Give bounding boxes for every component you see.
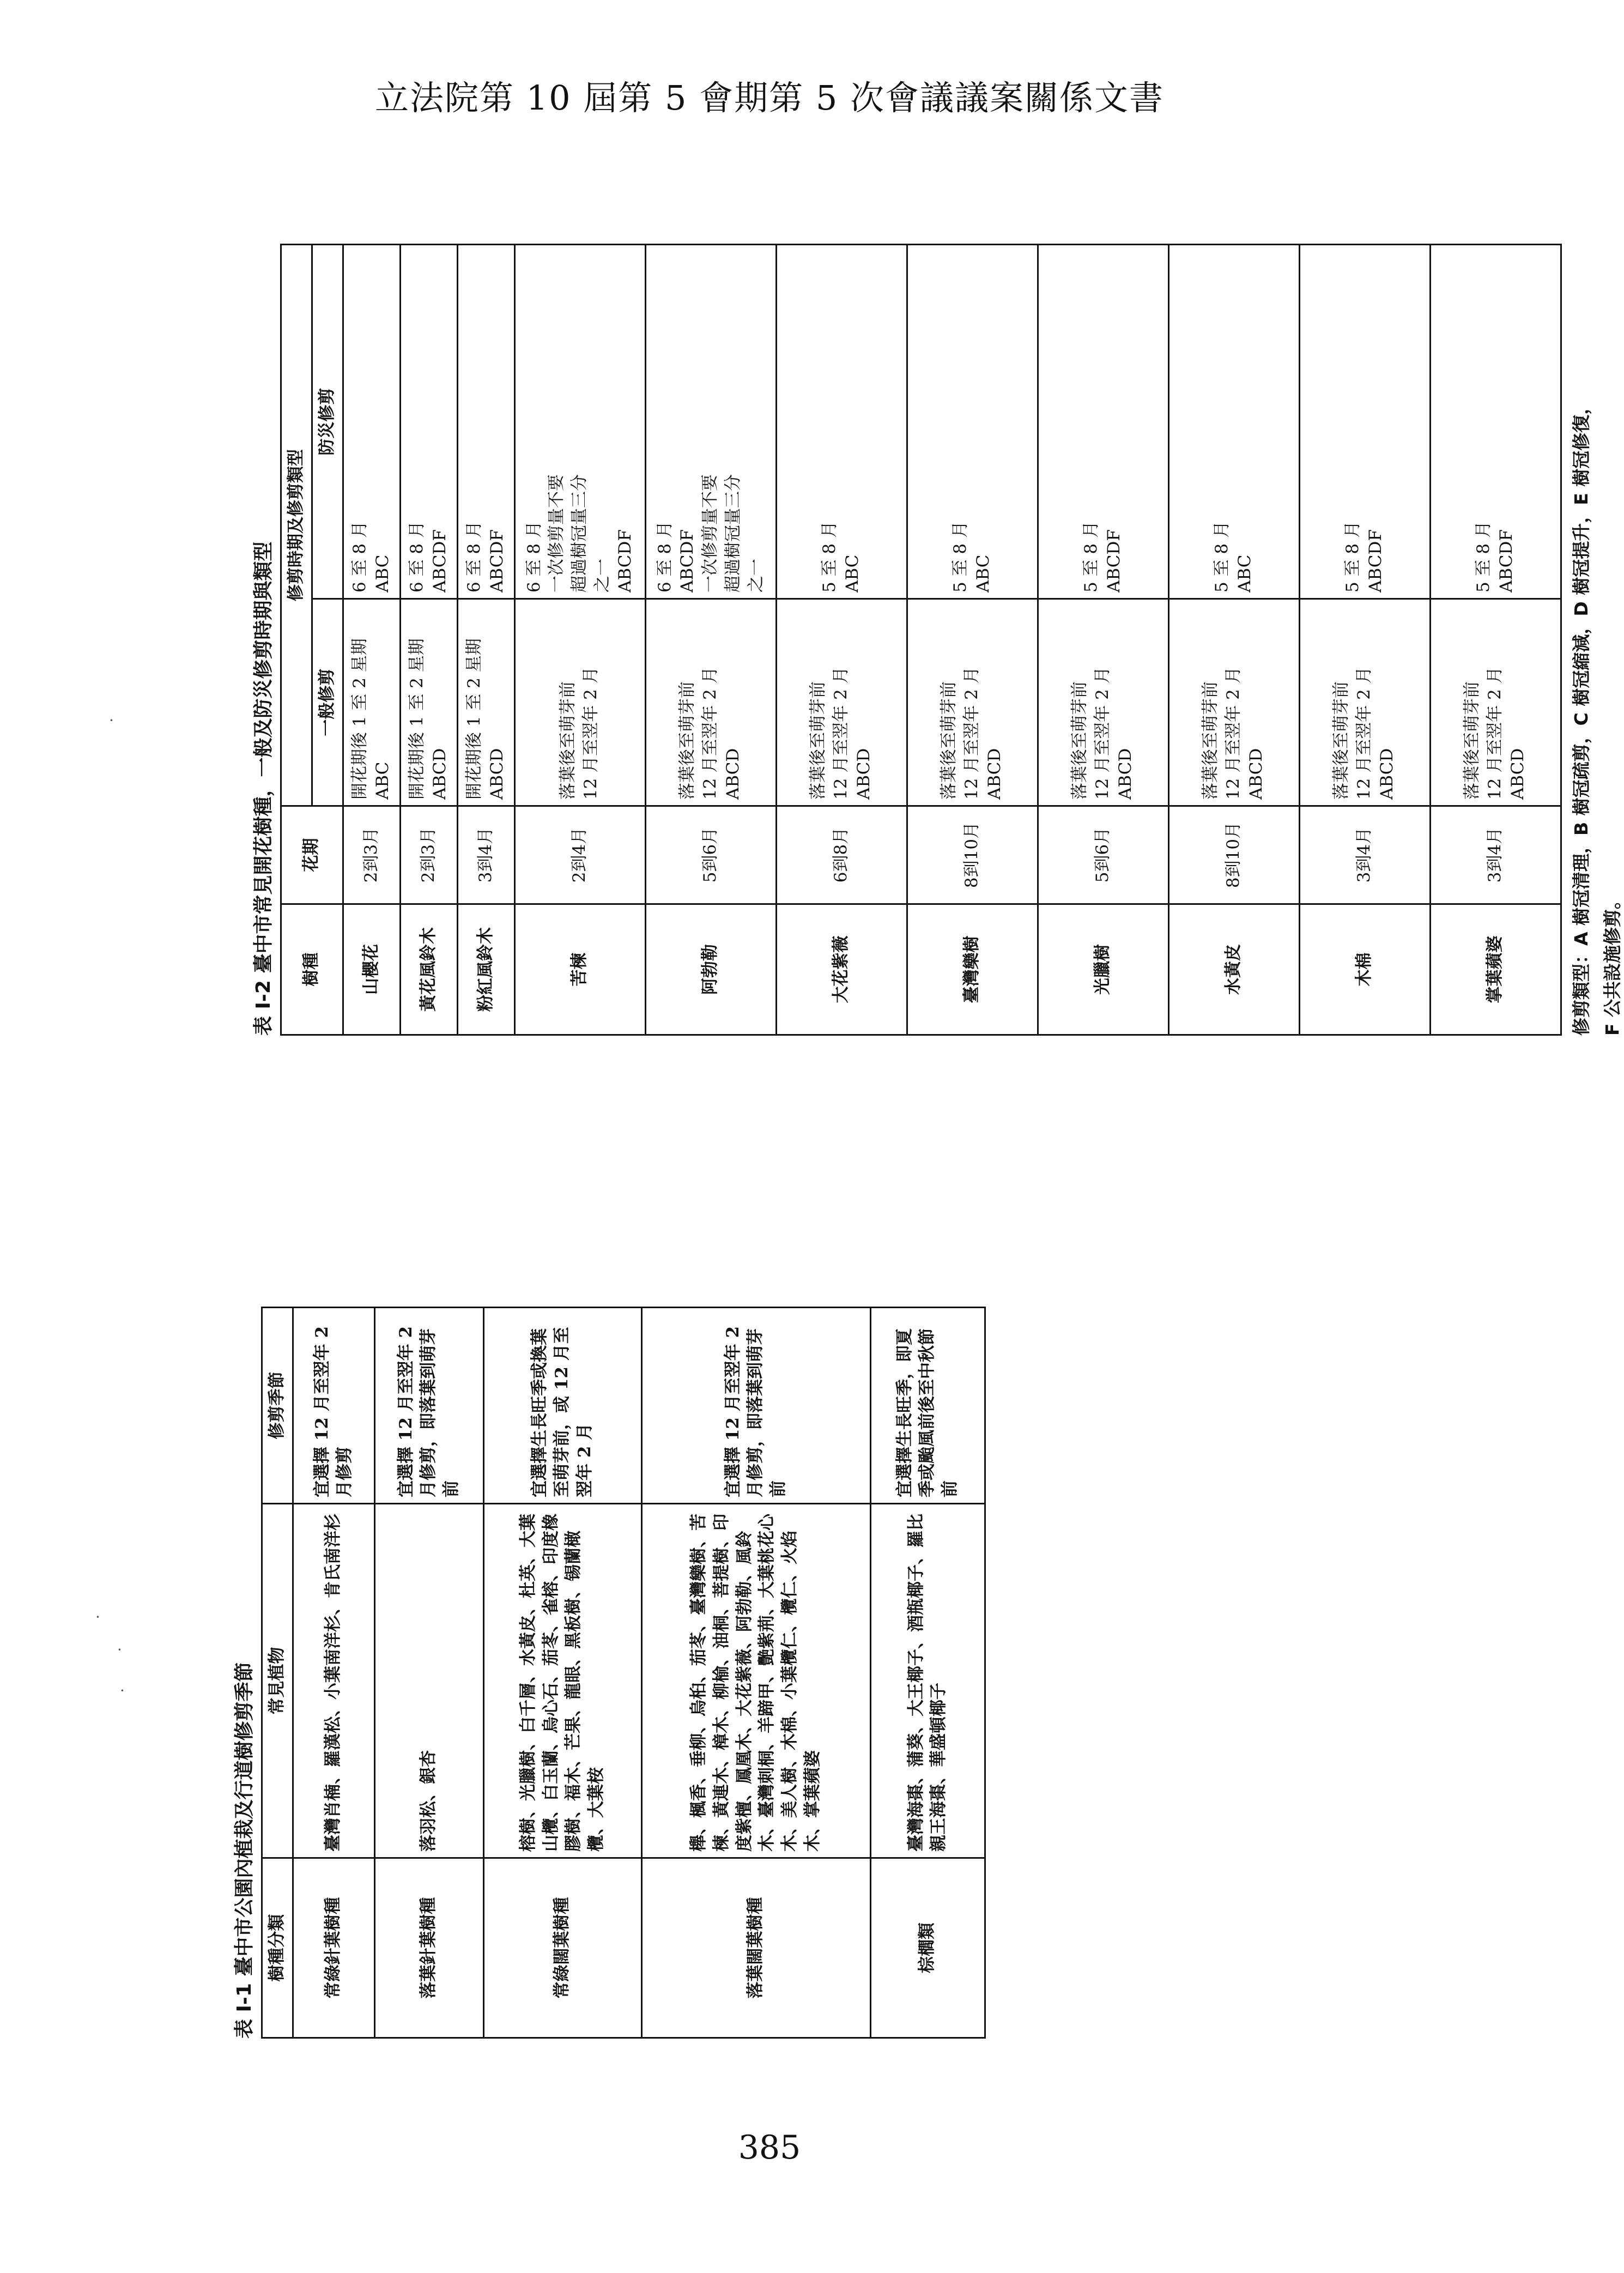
table2-cell-general: 落葉後至萌芽前 12 月至翌年 2 月 ABCD (1038, 599, 1168, 806)
table1-cell-category: 棕櫚類 (870, 1858, 985, 2038)
table2-cell-bloom: 3到4月 (1430, 806, 1561, 904)
table2-header-timing: 修剪時期及修剪類型 (281, 245, 312, 806)
table1-row (483, 1308, 641, 2038)
table2-row (1168, 245, 1299, 1035)
table1-cell-plants: 臺灣肖楠、羅漢松、小葉南洋杉、肯氏南洋杉 (293, 1504, 374, 1858)
table1 (261, 1307, 986, 2039)
table1-caption: 表 I-1 臺中市公園內植栽及行道樹修剪季節 (233, 1662, 256, 2039)
table2-header-species: 樹種 (281, 904, 343, 1035)
table2-note-line1: 修剪類型：A 樹冠清理，B 樹冠疏剪，C 樹冠縮減，D 樹冠提升，E 樹冠修復， (1570, 396, 1592, 1036)
table2-cell-bloom: 3到4月 (1299, 806, 1430, 904)
table1-cell-category: 落葉闊葉樹種 (641, 1858, 870, 2038)
table1-row (293, 1308, 374, 2038)
table1-header-plants: 常見植物 (262, 1504, 293, 1858)
table2-cell-bloom: 5到6月 (645, 806, 776, 904)
scan-speck: · (95, 1608, 100, 1626)
table2-cell-disaster: 5 至 8 月 ABCDF (1299, 245, 1430, 599)
table2-cell-disaster: 5 至 8 月 ABC (1168, 245, 1299, 599)
table1-cell-plants: 臺灣海棗、蒲葵、大王椰子、酒瓶椰子、羅比親王海棗、華盛頓椰子 (870, 1504, 985, 1858)
table1-header-season: 修剪季節 (262, 1308, 293, 1504)
table1-cell-category: 落葉針葉樹種 (374, 1858, 483, 2038)
table2-cell-general: 開花期後 1 至 2 星期 ABCD (457, 599, 514, 806)
table2-cell-species: 阿勃勒 (645, 904, 776, 1035)
table2-block (248, 244, 1624, 1036)
table2-row (400, 245, 457, 1035)
table2-cell-bloom: 2到3月 (400, 806, 457, 904)
table2-cell-disaster: 5 至 8 月 ABC (776, 245, 907, 599)
table2-cell-general: 落葉後至萌芽前 12 月至翌年 2 月 (514, 599, 645, 806)
table1-block (229, 1307, 986, 2039)
table1-cell-season: 宜選擇 12 月至翌年 2 月修剪，即落葉到萌芽前 (641, 1308, 870, 1504)
table2-cell-species: 粉紅風鈴木 (457, 904, 514, 1035)
table2-cell-disaster: 6 至 8 月 ABCDF 一次修剪量不要 超過樹冠量三分 之一 (645, 245, 776, 599)
table2-cell-species: 水黃皮 (1168, 904, 1299, 1035)
table1-cell-category: 常綠針葉樹種 (293, 1858, 374, 2038)
table1-cell-category: 常綠闊葉樹種 (483, 1858, 641, 2038)
table2-cell-species: 掌葉蘋婆 (1430, 904, 1561, 1035)
table2-cell-disaster: 5 至 8 月 ABC (907, 245, 1038, 599)
table2-cell-disaster: 6 至 8 月 ABCDF (457, 245, 514, 599)
table2-cell-general: 落葉後至萌芽前 12 月至翌年 2 月 ABCD (1430, 599, 1561, 806)
table2-caption: 表 I-2 臺中市常見開花樹種，一般及防災修剪時期與類型 (252, 541, 275, 1036)
table2-row (1038, 245, 1168, 1035)
table1-cell-plants: 櫸、楓香、垂柳、烏桕、茄苳、臺灣欒樹、苦楝、黃連木、樟木、柳榆、油桐、菩提樹、印度紫檀、鳳凰木、大花紫薇、阿勃勒、風鈴木、臺灣刺桐、羊蹄甲、艷紫荊、大葉桃花心木、美人樹、木棉、小葉欖仁、欖仁、火焰木、掌葉蘋婆 (641, 1504, 870, 1858)
table1-cell-season: 宜選擇 12 月至翌年 2 月修剪 (293, 1308, 374, 1504)
table2-cell-general: 開花期後 1 至 2 星期 ABC (343, 599, 400, 806)
table2-cell-disaster: 6 至 8 月 ABC (343, 245, 400, 599)
table2-header-disaster: 防災修剪 (312, 245, 343, 599)
table2-cell-disaster: 5 至 8 月 ABCDF (1430, 245, 1561, 599)
table1-header-category: 樹種分類 (262, 1858, 293, 2038)
table2-row (645, 245, 776, 1035)
table2-row (907, 245, 1038, 1035)
table2-cell-bloom: 8到10月 (907, 806, 1038, 904)
table2-cell-bloom: 6到8月 (776, 806, 907, 904)
table2-cell-general: 開花期後 1 至 2 星期 ABCD (400, 599, 457, 806)
table2-cell-species: 臺灣欒樹 (907, 904, 1038, 1035)
table2-cell-disaster: 6 至 8 月 一次修剪量不要 超過樹冠量三分 之一 ABCDF (514, 245, 645, 599)
table2-row (514, 245, 645, 1035)
table2-cell-bloom: 2到4月 (514, 806, 645, 904)
table2-cell-disaster: 5 至 8 月 ABCDF (1038, 245, 1168, 599)
document-header: 立法院第 10 屆第 5 會期第 5 次會議議案關係文書 (374, 78, 1165, 118)
table2-cell-species: 木棉 (1299, 904, 1430, 1035)
table2-cell-species: 大花紫薇 (776, 904, 907, 1035)
table1-cell-season: 宜選擇 12 月至翌年 2 月修剪，即落葉到萌芽前 (374, 1308, 483, 1504)
table1-cell-plants: 落羽松、銀杏 (374, 1504, 483, 1858)
table2-cell-bloom: 3到4月 (457, 806, 514, 904)
scan-speck: · (120, 1682, 125, 1700)
table1-row (641, 1308, 870, 2038)
table2-header-bloom: 花期 (281, 806, 343, 904)
page-number: 385 (738, 2129, 801, 2167)
table2-cell-species: 黃花風鈴木 (400, 904, 457, 1035)
table1-cell-season: 宜選擇生長旺季或換葉至萌芽前，或 12 月至翌年 2 月 (483, 1308, 641, 1504)
table1-row (870, 1308, 985, 2038)
table2-cell-species: 光臘樹 (1038, 904, 1168, 1035)
table2-row (776, 245, 907, 1035)
table2-cell-bloom: 5到6月 (1038, 806, 1168, 904)
table1-cell-season: 宜選擇生長旺季，即夏季或颱風前後至中秋節前 (870, 1308, 985, 1504)
scan-speck: · (117, 1641, 122, 1659)
table2-row (1430, 245, 1561, 1035)
table2-cell-general: 落葉後至萌芽前 12 月至翌年 2 月 ABCD (1168, 599, 1299, 806)
table2-cell-species: 山櫻花 (343, 904, 400, 1035)
table1-row (374, 1308, 483, 2038)
table2-row (457, 245, 514, 1035)
table2-row (1299, 245, 1430, 1035)
table2 (280, 244, 1562, 1036)
table2-cell-species: 苦楝 (514, 904, 645, 1035)
table1-cell-plants: 榕樹、光臘樹、白千層、水黃皮、杜英、大葉山欖、白玉蘭、烏心石、茄苳、雀榕、印度橡膠樹、福木、芒果、龍眼、黑板樹、锡蘭橄欖、大葉桉 (483, 1504, 641, 1858)
scan-speck: · (109, 711, 114, 729)
table2-header-general: 一般修剪 (312, 599, 343, 806)
table2-row (343, 245, 400, 1035)
table2-note-line2: F 公共設施修剪。 (1601, 891, 1623, 1036)
table2-cell-bloom: 8到10月 (1168, 806, 1299, 904)
table2-cell-disaster: 6 至 8 月 ABCDF (400, 245, 457, 599)
table2-cell-general: 落葉後至萌芽前 12 月至翌年 2 月 ABCD (645, 599, 776, 806)
table2-cell-bloom: 2到3月 (343, 806, 400, 904)
table2-cell-general: 落葉後至萌芽前 12 月至翌年 2 月 ABCD (1299, 599, 1430, 806)
table2-cell-general: 落葉後至萌芽前 12 月至翌年 2 月 ABCD (776, 599, 907, 806)
table2-cell-general: 落葉後至萌芽前 12 月至翌年 2 月 ABCD (907, 599, 1038, 806)
